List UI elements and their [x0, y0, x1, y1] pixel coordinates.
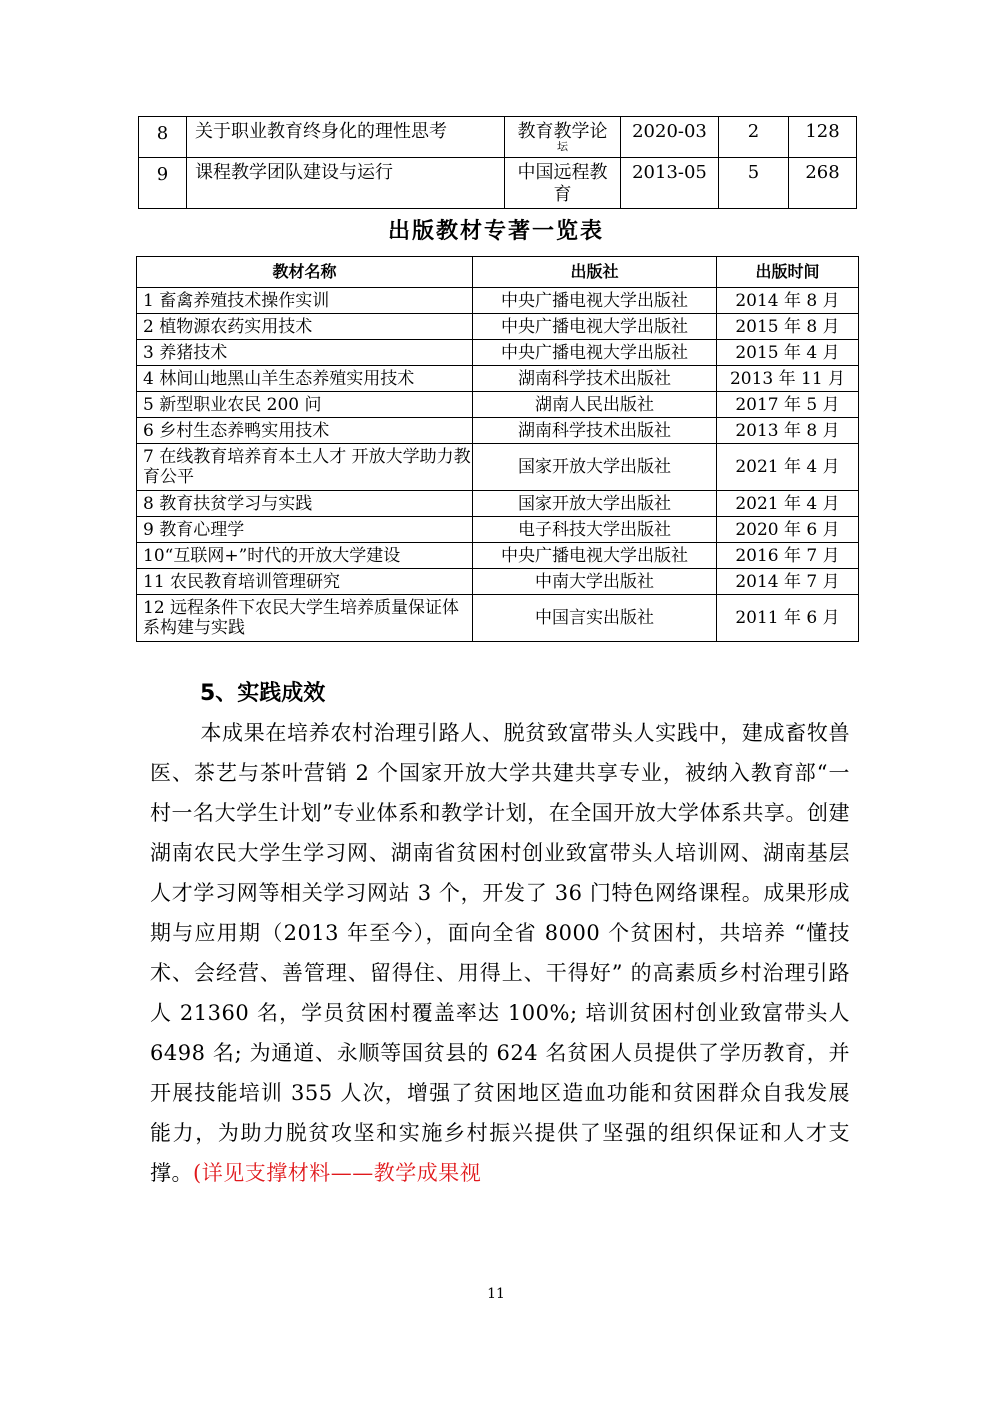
- book-publisher: 中央广播电视大学出版社: [473, 288, 717, 314]
- table-row: [137, 288, 859, 314]
- book-date: 2015 年 8 月: [717, 314, 859, 340]
- book-name: 11 农民教育培训管理研究: [137, 569, 473, 595]
- book-publisher: 湖南人民出版社: [473, 392, 717, 418]
- book-date: 2013 年 11 月: [717, 366, 859, 392]
- book-publisher: 湖南科学技术出版社: [473, 366, 717, 392]
- table-row: [137, 366, 859, 392]
- book-publisher: 国家开放大学出版社: [473, 444, 717, 491]
- book-date: 2017 年 5 月: [717, 392, 859, 418]
- author-count: 2: [719, 117, 789, 158]
- table-row: [137, 340, 859, 366]
- book-date: 2016 年 7 月: [717, 543, 859, 569]
- book-date: 2021 年 4 月: [717, 491, 859, 517]
- header-publish-date: 出版时间: [717, 257, 859, 288]
- number-value: 128: [789, 117, 857, 158]
- table-row: [137, 517, 859, 543]
- book-date: 2014 年 7 月: [717, 569, 859, 595]
- book-publisher: 中央广播电视大学出版社: [473, 340, 717, 366]
- journal-name: 中国远程教 育: [505, 158, 621, 209]
- book-publisher: 中央广播电视大学出版社: [473, 314, 717, 340]
- publish-date: 2020-03: [621, 117, 719, 158]
- books-table: [136, 256, 859, 642]
- header-publisher: 出版社: [473, 257, 717, 288]
- book-name: 12 远程条件下农民大学生培养质量保证体系构建与实践: [137, 595, 473, 642]
- book-name: 5 新型职业农民 200 问: [137, 392, 473, 418]
- table-row: [139, 158, 857, 209]
- book-date: 2015 年 4 月: [717, 340, 859, 366]
- book-date: 2014 年 8 月: [717, 288, 859, 314]
- red-reference-note: (详见支撑材料——教学成果视: [193, 1161, 482, 1185]
- book-name: 9 教育心理学: [137, 517, 473, 543]
- book-publisher: 电子科技大学出版社: [473, 517, 717, 543]
- body-paragraph: [150, 713, 850, 1193]
- table-row: [139, 117, 857, 158]
- table-row: [137, 314, 859, 340]
- paragraph-text: 本成果在培养农村治理引路人、脱贫致富带头人实践中，建成畜牧兽医、茶艺与茶叶营销 2 个国家开放大学共建共享专业，被纳入教育部“一村一名大学生计划”专业体系和教学计划，在全国开放大学体系共享。创建湖南农民大学生学习网、湖南省贫困村创业致富带头人培训网、湖南基层人才学习网等相关学习网站 3 个，开发了 36 门特色网络课程。成果形成期与应用期（2013 年至今），面向全省 8000 个贫困村，共培养 “懂技术、会经营、善管理、留得住、用得上、干得好” 的高素质乡村治理引路人 21360 名，学员贫困村覆盖率达 100%; 培训贫困村创业致富带头人 6498 名; 为通道、永顺等国贫县的 624 名贫困人员提供了学历教育，并开展技能培训 355 人次，增强了贫困地区造血功能和贫困群众自我发展能力，为助力脱贫攻坚和实施乡村振兴提供了坚强的组织保证和人才支撑。: [150, 721, 850, 1185]
- book-publisher: 中央广播电视大学出版社: [473, 543, 717, 569]
- book-name: 2 植物源农药实用技术: [137, 314, 473, 340]
- table-row: [137, 418, 859, 444]
- publish-date: 2013-05: [621, 158, 719, 209]
- book-name: 3 养猪技术: [137, 340, 473, 366]
- header-book-name: 教材名称: [137, 257, 473, 288]
- row-number: 9: [139, 158, 187, 209]
- book-publisher: 湖南科学技术出版社: [473, 418, 717, 444]
- books-table-title: 出版教材专著一览表: [387, 219, 604, 244]
- book-date: 2011 年 6 月: [717, 595, 859, 642]
- author-count: 5: [719, 158, 789, 209]
- header-row: [137, 257, 859, 288]
- row-number: 8: [139, 117, 187, 158]
- book-name: 8 教育扶贫学习与实践: [137, 491, 473, 517]
- book-publisher: 国家开放大学出版社: [473, 491, 717, 517]
- number-value: 268: [789, 158, 857, 209]
- book-name: 1 畜禽养殖技术操作实训: [137, 288, 473, 314]
- book-publisher: 中国言实出版社: [473, 595, 717, 642]
- book-date: 2021 年 4 月: [717, 444, 859, 491]
- table-row: [137, 444, 859, 491]
- table-row: [137, 595, 859, 642]
- table-row: [137, 569, 859, 595]
- book-date: 2020 年 6 月: [717, 517, 859, 543]
- paper-title: 课程教学团队建设与运行: [187, 158, 505, 209]
- table-row: [137, 491, 859, 517]
- book-name: 4 林间山地黑山羊生态养殖实用技术: [137, 366, 473, 392]
- paper-title: 关于职业教育终身化的理性思考: [187, 117, 505, 158]
- papers-table-continued: [138, 116, 857, 209]
- book-name: 6 乡村生态养鸭实用技术: [137, 418, 473, 444]
- section-heading: 5、实践成效: [200, 681, 326, 706]
- book-name: 10“互联网+”时代的开放大学建设: [137, 543, 473, 569]
- table-row: [137, 543, 859, 569]
- journal-name: 教育教学论 坛: [505, 117, 621, 158]
- table-row: [137, 392, 859, 418]
- book-publisher: 中南大学出版社: [473, 569, 717, 595]
- page-number: 11: [487, 1286, 505, 1302]
- book-date: 2013 年 8 月: [717, 418, 859, 444]
- book-name: 7 在线教育培养育本土人才 开放大学助力教育公平: [137, 444, 473, 491]
